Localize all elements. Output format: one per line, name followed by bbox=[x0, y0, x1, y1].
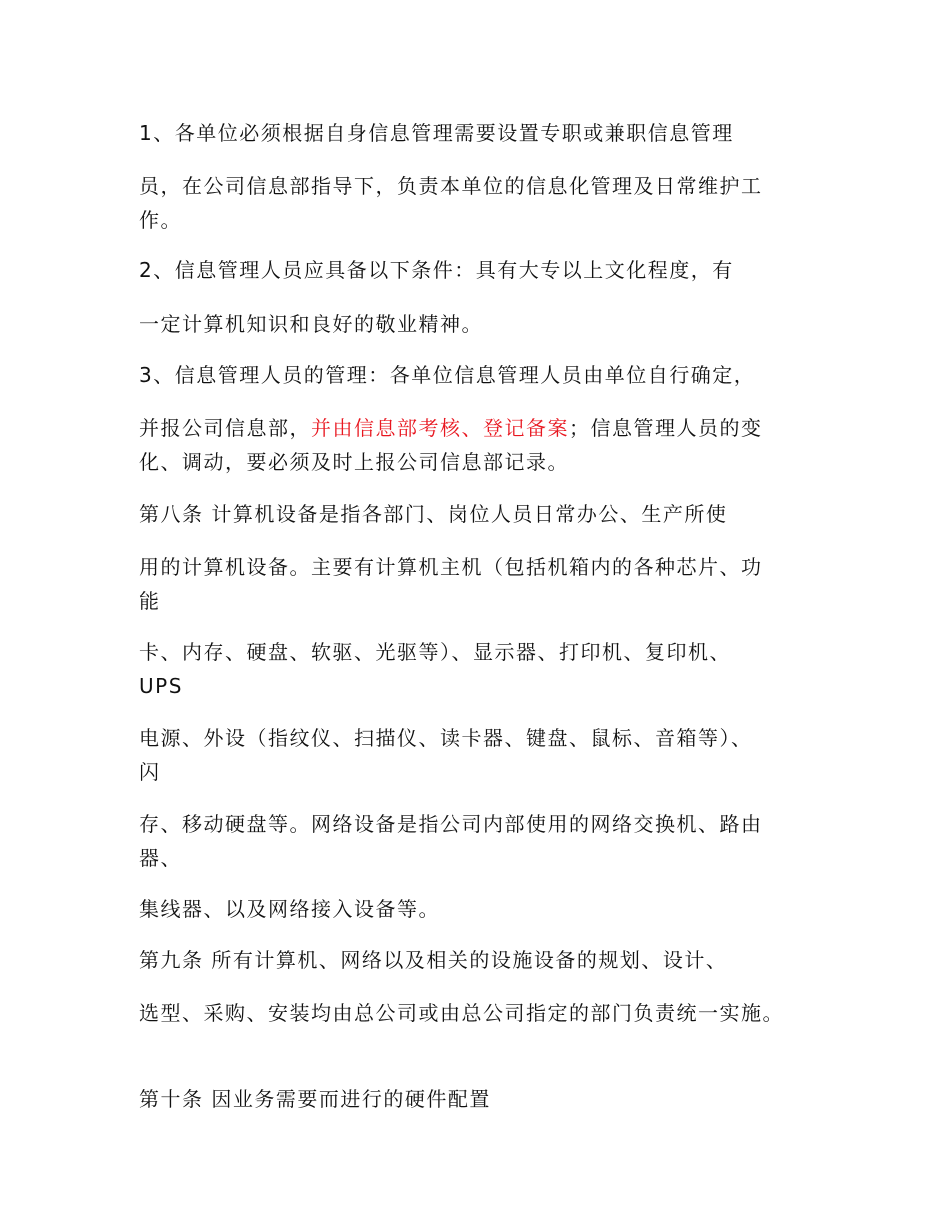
paragraph-line: UPS bbox=[139, 674, 183, 698]
article-heading-line: 第十条 因业务需要而进行的硬件配置 bbox=[139, 1087, 491, 1111]
paragraph-line: 能 bbox=[139, 589, 161, 613]
paragraph-line: 1、各单位必须根据自身信息管理需要设置专职或兼职信息管理 bbox=[139, 121, 734, 145]
paragraph-line: 电源、外设（指纹仪、扫描仪、读卡器、键盘、鼠标、音箱等）、 bbox=[139, 726, 753, 750]
paragraph-text: ；信息管理人员的变 bbox=[569, 416, 763, 440]
paragraph-line: 一定计算机知识和良好的敬业精神。 bbox=[139, 312, 483, 336]
article-heading-line: 第八条 计算机设备是指各部门、岗位人员日常办公、生产所使 bbox=[139, 502, 728, 526]
article-heading-line: 第九条 所有计算机、网络以及相关的设施设备的规划、设计、 bbox=[139, 948, 728, 972]
paragraph-line: 3、信息管理人员的管理：各单位信息管理人员由单位自行确定， bbox=[139, 363, 756, 387]
paragraph-line: 闪 bbox=[139, 760, 161, 784]
paragraph-line: 化、调动，要必须及时上报公司信息部记录。 bbox=[139, 450, 569, 474]
paragraph-line: 用的计算机设备。主要有计算机主机（包括机箱内的各种芯片、功 bbox=[139, 555, 763, 579]
paragraph-line: 员，在公司信息部指导下，负责本单位的信息化管理及日常维护工 bbox=[139, 174, 763, 198]
paragraph-line: 2、信息管理人员应具备以下条件：具有大专以上文化程度，有 bbox=[139, 258, 734, 282]
paragraph-line: 卡、内存、硬盘、软驱、光驱等）、显示器、打印机、复印机、 bbox=[139, 640, 731, 664]
paragraph-line: 器、 bbox=[139, 846, 182, 870]
paragraph-line: 作。 bbox=[139, 208, 182, 232]
paragraph-line: 选型、采购、安装均由总公司或由总公司指定的部门负责统一实施。 bbox=[139, 1001, 784, 1025]
highlighted-text: 并由信息部考核、登记备案 bbox=[311, 416, 569, 440]
paragraph-text: 并报公司信息部， bbox=[139, 416, 311, 440]
paragraph-line: 存、移动硬盘等。网络设备是指公司内部使用的网络交换机、路由 bbox=[139, 812, 763, 836]
paragraph-line: 集线器、以及网络接入设备等。 bbox=[139, 897, 440, 921]
paragraph-line bbox=[139, 416, 763, 440]
